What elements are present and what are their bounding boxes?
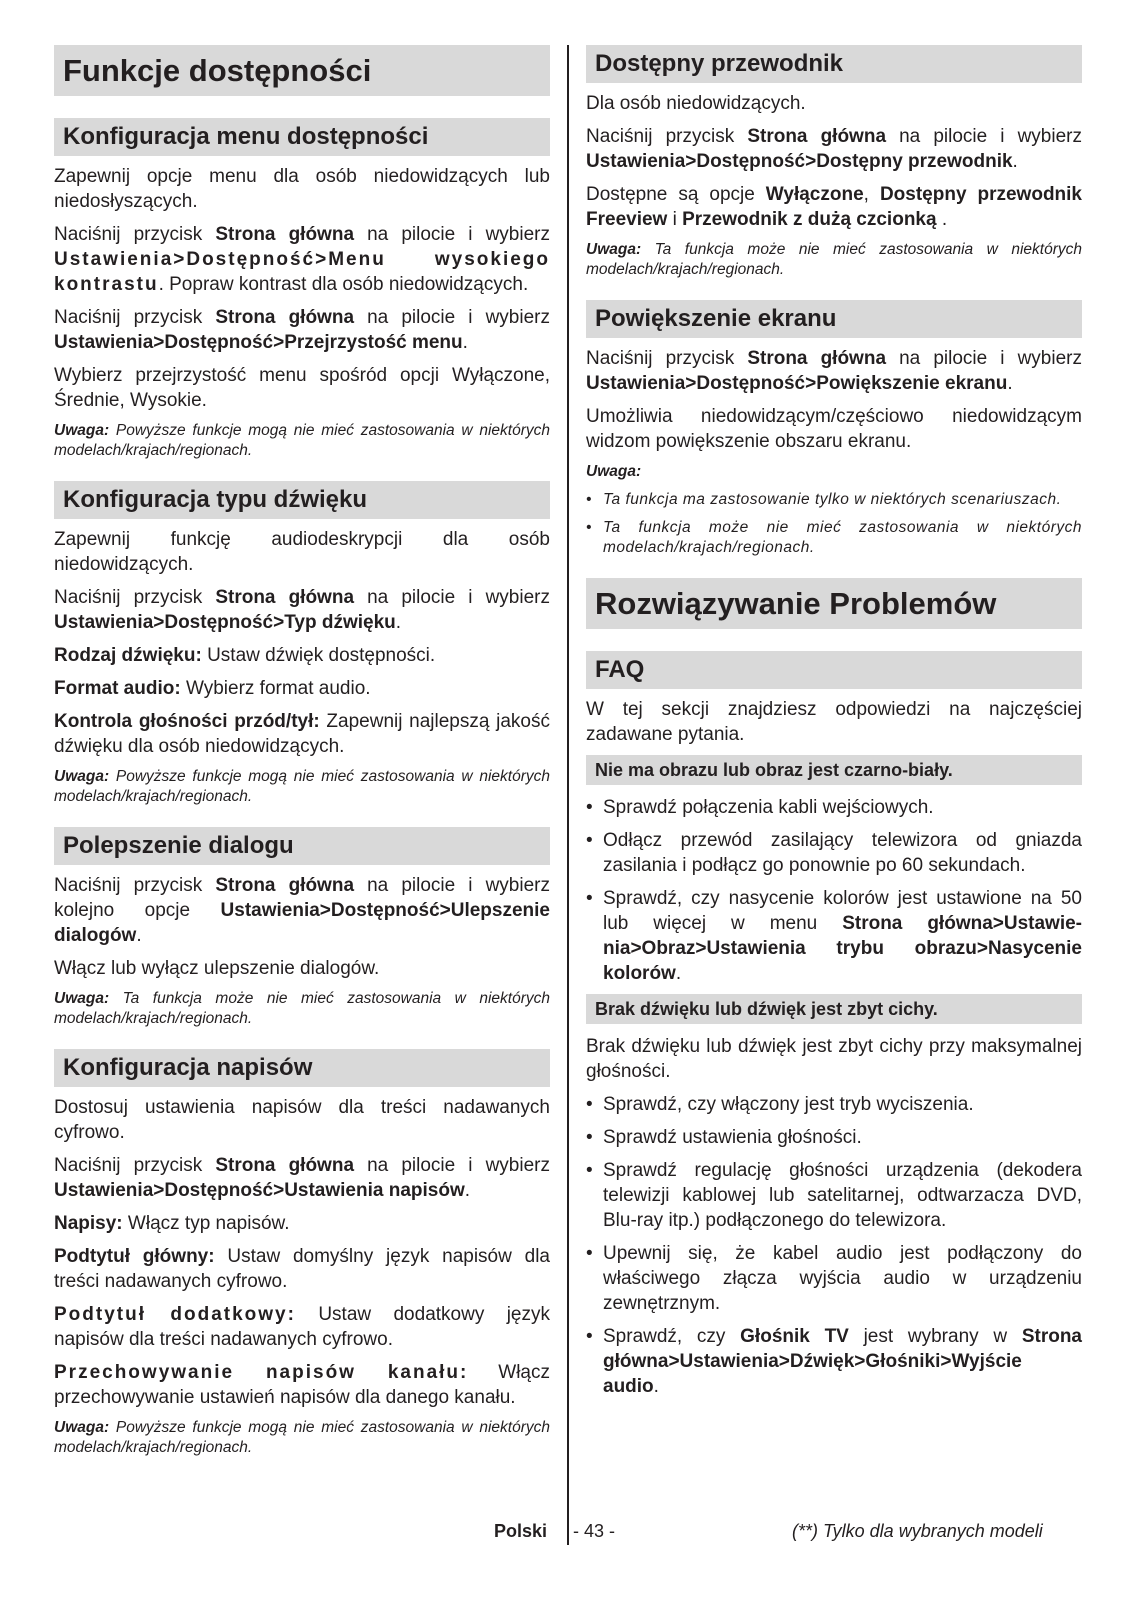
section-heading-zoom: Powiększenie ekranu <box>586 300 1082 338</box>
section-heading-subtitles: Konfiguracja napisów <box>54 1049 550 1087</box>
paragraph: Dostosuj ustawienia napisów dla treści nadawanych cyfrowo. <box>54 1097 550 1143</box>
paragraph: Naciśnij przycisk Strona główna na pilocie i wybierz Ustawienia>Dostępność>Przejrzystość menu. <box>54 307 550 353</box>
faq-question-no-sound: Brak dźwięku lub dźwięk jest zbyt cichy. <box>586 994 1082 1024</box>
list-item: • Sprawdź, czy Głośnik TV jest wybrany w Strona główna>Ustawienia>Dźwięk>Głośniki>Wyjście audio. <box>586 1324 1082 1399</box>
paragraph: Zapewnij funkcję audiodeskrypcji dla osób niedowidzących. <box>54 529 550 575</box>
section-heading-guide: Dostępny przewodnik <box>586 45 1082 83</box>
troubleshooting-title: Rozwiązywanie Problemów <box>586 578 1082 629</box>
paragraph: Naciśnij przycisk Strona główna na pilocie i wybierz Ustawienia>Dostępność>Ustawienia napisów. <box>54 1155 550 1201</box>
paragraph: Naciśnij przycisk Strona główna na pilocie i wybierz Ustawienia>Dostępność>Menu wysokiego kontrastu. Popraw kontrast dla osób niedowidzących. <box>54 224 550 295</box>
list-item: • Odłącz przewód zasilający telewizora od gniazda zasilania i podłącz go ponownie po 60 sekundach. <box>586 828 1082 878</box>
right-column <box>586 45 1082 1407</box>
paragraph: Dla osób niedowidzących. <box>586 93 806 114</box>
paragraph: Naciśnij przycisk Strona główna na pilocie i wybierz Ustawienia>Dostępność>Typ dźwięku. <box>54 587 550 633</box>
column-divider <box>567 45 569 1545</box>
note: Uwaga: Powyższe funkcje mogą nie mieć zastosowania w niektórych modelach/krajach/regionach. <box>54 768 550 805</box>
paragraph: Podtytuł dodatkowy: Ustaw dodatkowy język napisów dla treści nadawanych cyfrowo. <box>54 1304 551 1350</box>
list-item: • Sprawdź regulację głośności urządzenia (dekodera telewizji kablowej lub satelitarnej, odtwarzacza DVD, Blu-ray itp.) podłączonego do telewizora. <box>586 1158 1082 1233</box>
note: Uwaga: Ta funkcja może nie mieć zastosowania w niektórych modelach/krajach/regionach. <box>54 990 550 1027</box>
paragraph: Naciśnij przycisk Strona główna na pilocie i wybierz kolejno opcje Ustawienia>Dostępność>Ulepszenie dialogów. <box>54 875 550 946</box>
paragraph: Napisy: Włącz typ napisów. <box>54 1213 290 1234</box>
note: Uwaga: Ta funkcja może nie mieć zastosowania w niektórych modelach/krajach/regionach. <box>586 241 1082 278</box>
note-label: Uwaga: <box>586 463 642 480</box>
footer-language: Polski <box>494 1521 548 1541</box>
paragraph: Zapewnij opcje menu dla osób niedowidzących lub niedosłyszących. <box>54 166 550 212</box>
faq-question-no-picture: Nie ma obrazu lub obraz jest czarno-biały. <box>586 755 1082 785</box>
bullet-list <box>586 795 1082 986</box>
footer-note: (**) Tylko dla wybranych modeli <box>792 1521 1043 1541</box>
section-heading-sound: Konfiguracja typu dźwięku <box>54 481 550 519</box>
list-item: • Sprawdź ustawienia głośności. <box>586 1125 1082 1150</box>
left-column <box>54 45 550 1478</box>
faq-heading: FAQ <box>586 651 1082 689</box>
list-item: • Sprawdź, czy włączony jest tryb wyciszenia. <box>586 1092 1082 1117</box>
paragraph: Naciśnij przycisk Strona główna na pilocie i wybierz Ustawienia>Dostępność>Dostępny przewodnik. <box>586 126 1082 172</box>
paragraph: Wybierz przejrzystość menu spośród opcji Wyłączone, Średnie, Wysokie. <box>54 365 550 411</box>
paragraph: Umożliwia niedowidzącym/częściowo niedowidzącym widzom powiększenie obszaru ekranu. <box>586 406 1082 452</box>
note: Uwaga: Powyższe funkcje mogą nie mieć zastosowania w niektórych modelach/krajach/regionach. <box>54 1419 550 1456</box>
paragraph: Format audio: Wybierz format audio. <box>54 678 371 699</box>
paragraph: Kontrola głośności przód/tył: Zapewnij najlepszą jakość dźwięku dla osób niedowidzących. <box>54 711 550 757</box>
paragraph: Dostępne są opcje Wyłączone, Dostępny przewodnik Freeview i Przewodnik z dużą czcionką . <box>586 184 1083 230</box>
page-number: - 43 - <box>573 1521 616 1541</box>
paragraph: Naciśnij przycisk Strona główna na pilocie i wybierz Ustawienia>Dostępność>Powiększenie ekranu. <box>586 348 1082 394</box>
paragraph: W tej sekcji znajdziesz odpowiedzi na najczęściej zadawane pytania. <box>586 699 1082 745</box>
note-list <box>586 490 1082 558</box>
section-heading-menu: Konfiguracja menu dostępności <box>54 118 550 156</box>
note-item: • Ta funkcja może nie mieć zastosowania w niektórych modelach/krajach/regionach. <box>586 518 1082 558</box>
list-item: • Upewnij się, że kabel audio jest podłączony do właściwego złącza wyjścia audio w urządzeniu zewnętrznym. <box>586 1241 1082 1316</box>
note-item: • Ta funkcja ma zastosowanie tylko w niektórych scenariuszach. <box>586 490 1082 510</box>
paragraph: Przechowywanie napisów kanału: Włącz przechowywanie ustawień napisów dla danego kanału. <box>54 1362 550 1408</box>
paragraph: Włącz lub wyłącz ulepszenie dialogów. <box>54 958 380 979</box>
section-heading-dialog: Polepszenie dialogu <box>54 827 550 865</box>
paragraph: Brak dźwięku lub dźwięk jest zbyt cichy przy maksymalnej głośności. <box>586 1036 1082 1082</box>
paragraph: Rodzaj dźwięku: Ustaw dźwięk dostępności. <box>54 645 436 666</box>
page-title: Funkcje dostępności <box>54 45 550 96</box>
bullet-list <box>586 1092 1082 1399</box>
note: Uwaga: Powyższe funkcje mogą nie mieć zastosowania w niektórych modelach/krajach/regionach. <box>54 422 550 459</box>
list-item: • Sprawdź połączenia kabli wejściowych. <box>586 795 1082 820</box>
paragraph: Podtytuł główny: Ustaw domyślny język napisów dla treści nadawanych cyfrowo. <box>54 1246 550 1292</box>
list-item: • Sprawdź, czy nasycenie kolorów jest ustawione na 50 lub więcej w menu Strona główna>Ustawie-nia>Obraz>Ustawienia trybu obrazu>Nasycenie kolorów. <box>586 886 1082 986</box>
